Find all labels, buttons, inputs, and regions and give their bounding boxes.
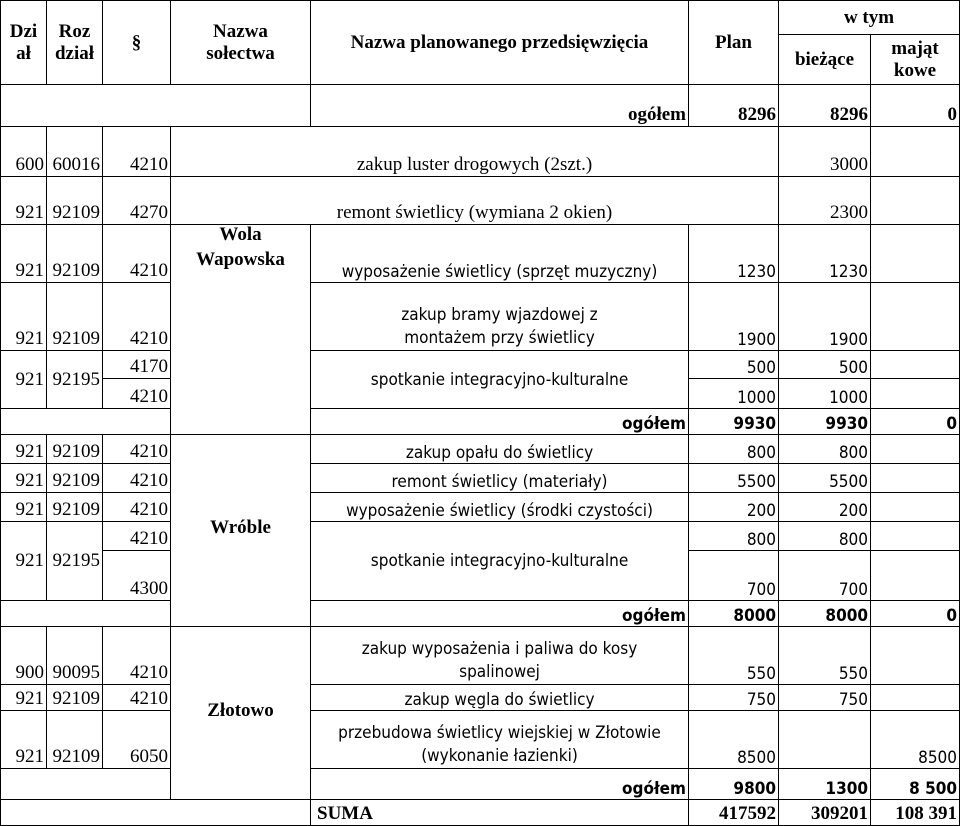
total-majatkowe: 8 500: [871, 769, 960, 800]
row-name: przebudowa świetlicy wiejskiej w Złotowie (wykonanie łazienki): [311, 711, 689, 769]
total-majatkowe: 0: [871, 601, 960, 627]
total-label: ogółem: [311, 601, 689, 627]
total-plan: 9930: [689, 409, 779, 435]
suma-row: [1, 800, 960, 826]
total-plan: 8000: [689, 601, 779, 627]
table-row: 921 92195 4210 spotkanie integracyjno-kulturalne 800 800: [1, 522, 960, 551]
row-name: wyposażenie świetlicy (sprzęt muzyczny): [311, 225, 689, 283]
header-w-tym: w tym: [779, 1, 960, 35]
table-row: 921 92109 4210 Wróble zakup opału do świetlicy 800 800: [1, 435, 960, 464]
total-row: [1, 85, 960, 127]
row-name: zakup luster drogowych (2szt.): [171, 127, 779, 177]
header-majatkowe: majątkowe: [871, 35, 960, 85]
header-plan: Plan: [689, 1, 779, 85]
row-name: spotkanie integracyjno-kulturalne: [311, 522, 689, 601]
total-label: ogółem: [311, 769, 689, 800]
header-paragraf: §: [103, 1, 171, 85]
total-plan: 9800: [689, 769, 779, 800]
header-biezace: bieżące: [779, 35, 871, 85]
suma-label: SUMA: [311, 800, 689, 826]
row-name: remont świetlicy (materiały): [311, 464, 689, 493]
table-row: 921 92109 4210 remont świetlicy (materiały) 5500 5500: [1, 464, 960, 493]
header-rozdzial: Rozdział: [47, 1, 103, 85]
total-biezace: 9930: [779, 409, 871, 435]
header-solectwo: Nazwa sołectwa: [171, 1, 311, 85]
row-name: zakup opału do świetlicy: [311, 435, 689, 464]
row-name: zakup bramy wjazdowej z montażem przy świetlicy: [311, 283, 689, 351]
row-name: wyposażenie świetlicy (środki czystości): [311, 493, 689, 522]
total-row: [1, 769, 960, 800]
table-row: 921 92109 6050 przebudowa świetlicy wiejskiej w Złotowie (wykonanie łazienki) 8500 8500: [1, 711, 960, 769]
suma-majatkowe: 108 391: [871, 800, 960, 826]
total-label: ogółem: [311, 85, 689, 127]
table-row: 921 92109 4210 zakup bramy wjazdowej z montażem przy świetlicy 1900 1900: [1, 283, 960, 351]
row-name: zakup węgla do świetlicy: [311, 685, 689, 711]
solectwo-name: Wola Wapowska: [171, 225, 311, 435]
total-biezace: 1300: [779, 769, 871, 800]
solectwo-name: Wróble: [171, 435, 311, 627]
total-plan: 8296: [689, 85, 779, 127]
row-name: remont świetlicy (wymiana 2 okien): [171, 177, 779, 225]
total-biezace: 8296: [779, 85, 871, 127]
table-row: 921 92109 4210 zakup węgla do świetlicy 750 750: [1, 685, 960, 711]
total-biezace: 8000: [779, 601, 871, 627]
total-majatkowe: 0: [871, 85, 960, 127]
table-row: 900 90095 4210 Złotowo zakup wyposażenia i paliwa do kosy spalinowej 550 550: [1, 627, 960, 685]
row-name: spotkanie integracyjno-kulturalne: [311, 351, 689, 409]
table-row: 921 92109 4210 wyposażenie świetlicy (środki czystości) 200 200: [1, 493, 960, 522]
table-row: 4300 700 700: [1, 551, 960, 601]
header-przedsiewziecie: Nazwa planowanego przedsięwzięcia: [311, 1, 689, 85]
total-row: [1, 601, 960, 627]
table-row: 600 60016 4210 zakup luster drogowych (2szt.) 3000: [1, 127, 960, 177]
table-row: 921 92109 4270 remont świetlicy (wymiana 2 okien) 2300: [1, 177, 960, 225]
total-label: ogółem: [311, 409, 689, 435]
suma-biezace: 309201: [779, 800, 871, 826]
table-row: 921 92109 4210 Wola Wapowska wyposażenie świetlicy (sprzęt muzyczny) 1230 1230: [1, 225, 960, 283]
total-row: [1, 409, 960, 435]
header-dzial: Dział: [1, 1, 47, 85]
suma-plan: 417592: [689, 800, 779, 826]
row-name: zakup wyposażenia i paliwa do kosy spalinowej: [311, 627, 689, 685]
total-majatkowe: 0: [871, 409, 960, 435]
table-row: 921 92195 4170 spotkanie integracyjno-kulturalne 500 500: [1, 351, 960, 379]
solectwo-name: Złotowo: [171, 627, 311, 800]
table-row: 4210 1000 1000: [1, 379, 960, 409]
